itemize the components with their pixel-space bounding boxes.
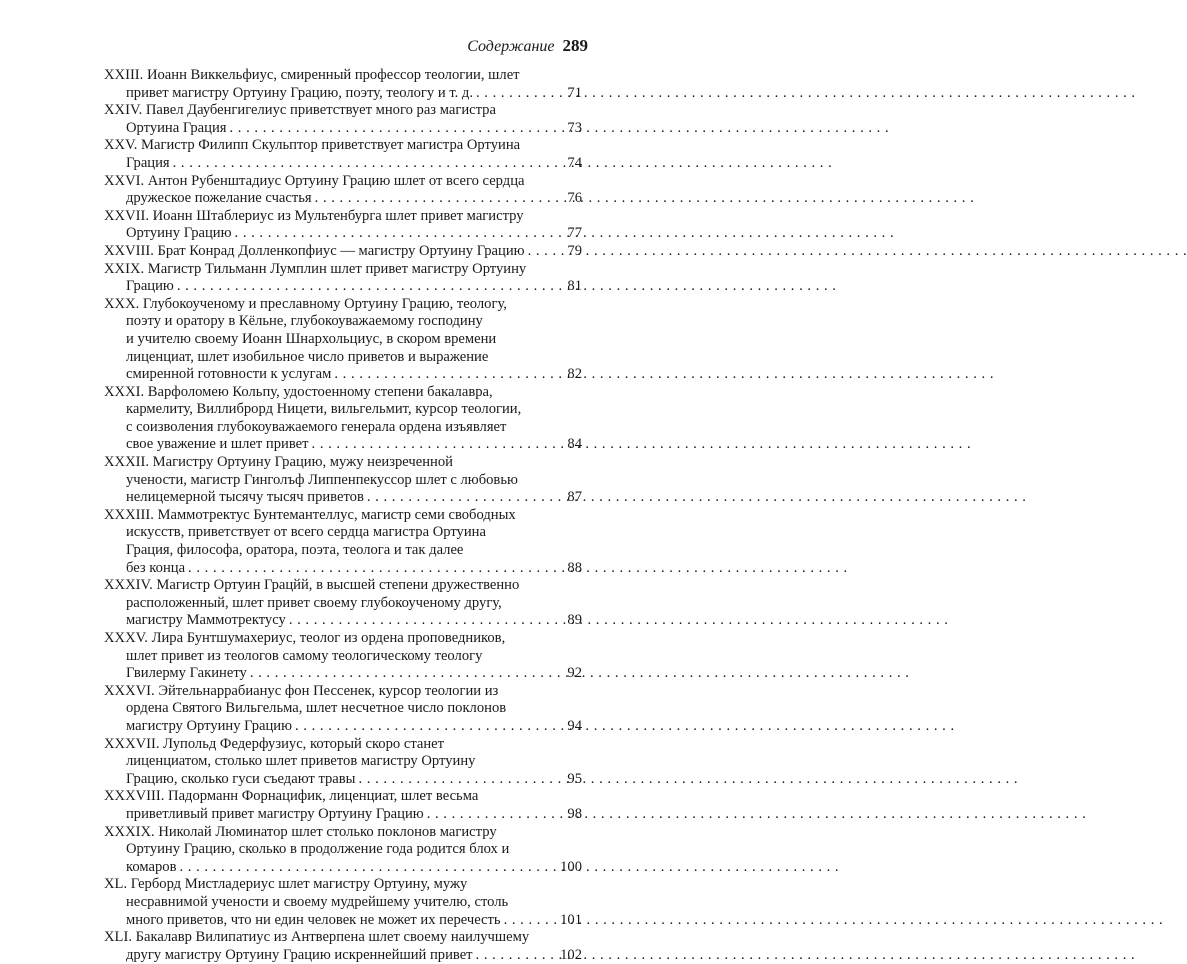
toc-entry-text-line: расположенный, шлет привет своему глубокоученому другу,: [126, 594, 502, 611]
toc-entry-text-line: Ортуину Грацию: [126, 225, 232, 242]
toc-page-number: 79: [567, 242, 582, 259]
dot-leader: [528, 243, 565, 261]
dot-leader: [230, 120, 565, 138]
toc-entry-text-line: магистру Ортуину Грацию: [126, 717, 292, 734]
toc-entry: [104, 876, 582, 929]
dot-leader: [173, 155, 565, 173]
toc-entry-text-line: и учителю своему Иоанн Шнархольциус, в скором времени: [126, 330, 497, 347]
toc-entry-text-line: XXXIX. Николай Люминатор шлет столько поклонов магистру: [104, 823, 497, 840]
dot-leader: [476, 947, 558, 964]
toc-entry-text-line: дружеское пожелание счастья: [126, 190, 312, 207]
toc-entry: [104, 102, 582, 137]
toc-entry-text-line: привет магистру Ортуину Грацию, поэту, теологу и т. д.: [126, 84, 473, 101]
toc-entry-text-line: много приветов, что ни един человек не может их перечесть: [126, 911, 501, 928]
toc-entry-text-line: XXXII. Магистру Ортуину Грацию, мужу неизреченной: [104, 454, 453, 471]
toc-entry-text-line: XXXIII. Маммотректус Бунтемантеллус, магистр семи свободных: [104, 506, 516, 523]
toc-entry-text-line: несравнимой учености и своему мудрейшему учителю, столь: [126, 893, 509, 910]
toc-entry-last-line: [104, 947, 582, 964]
toc-entry-text-line: смиренной готовности к услугам: [126, 366, 332, 383]
toc-page-number: 82: [567, 366, 582, 383]
toc-page-number: 73: [567, 119, 582, 136]
toc-entry-last-line: [104, 806, 582, 824]
toc-entry-text-line: Грацию: [126, 278, 174, 295]
toc-entry-last-line: [104, 718, 582, 736]
toc-entry-text-line: XXIV. Павел Даубенгигелиус приветствует много раз магистра: [104, 102, 496, 119]
toc-entry-text-line: лиценциат, шлет изобильное число приветов и выражение: [126, 348, 489, 365]
toc-entry-text-line: XXXVIII. Падорманн Форнацифик, лиценциат, шлет весьма: [104, 788, 479, 805]
toc-page-number: 87: [567, 489, 582, 506]
dot-leader: [188, 560, 564, 578]
toc-entry: [104, 67, 582, 102]
toc-entry-text-line: без конца: [126, 559, 186, 576]
toc-entry-text-line: Гвилерму Гакинету: [126, 665, 247, 682]
toc-entry-text-line: кармелиту, Виллиброрд Ницети, вильгельмит, курсор теологии,: [126, 401, 522, 418]
toc-entry-text-line: Ортуина Грация: [126, 119, 227, 136]
toc-entry: [104, 243, 582, 261]
toc-entry-text-line: Ортуину Грацию, сколько в продолжение года родится блох и: [126, 841, 510, 858]
toc-entry-text-line: приветливый привет магистру Ортуину Грацию: [126, 805, 424, 822]
dot-leader: [504, 912, 558, 930]
toc-page-number: 95: [567, 770, 582, 787]
toc-entry-text-line: XXXV. Лира Бунтшумахериус, теолог из ордена проповедников,: [104, 630, 506, 646]
toc-entry-last-line: [104, 436, 582, 454]
toc-entry-last-line: [104, 120, 582, 138]
toc-entry: [104, 208, 582, 243]
toc-entry: [104, 929, 582, 964]
toc-entry-last-line: [104, 366, 582, 384]
toc-entry-text-line: XXVIII. Брат Конрад Долленкопфиус — магистру Ортуину Грацию: [104, 242, 525, 259]
toc-entry-text-line: XXIII. Иоанн Виккельфиус, смиренный профессор теологии, шлет: [104, 67, 520, 83]
dot-leader: [235, 225, 565, 243]
toc-entry-text-line: Грация: [126, 154, 170, 171]
toc-entry-last-line: [104, 665, 582, 683]
toc-entry-last-line: [104, 912, 582, 930]
toc-entry-text-line: XLI. Бакалавр Вилипатиус из Антверпена шлет своему наилучшему: [104, 929, 530, 946]
toc-entry-last-line: [104, 859, 582, 877]
toc-entry-text-line: с соизволения глубокоуважаемого генерала ордена изъявляет: [126, 418, 507, 435]
toc-entry-last-line: [104, 489, 582, 507]
dot-leader: [334, 366, 564, 384]
toc-entry-text-line: Грацию, сколько гуси съедают травы: [126, 770, 356, 787]
toc-entry-text-line: XXXVII. Лупольд Федерфузиус, который скоро станет: [104, 735, 445, 752]
dot-leader: [312, 436, 565, 454]
dot-leader: [289, 612, 565, 630]
toc-entry-last-line: [104, 612, 582, 630]
toc-entry: [104, 736, 582, 789]
toc-entry-text-line: XL. Герборд Мистладериус шлет магистру Ортуину, мужу: [104, 876, 468, 893]
running-header: [467, 36, 588, 57]
toc-entry-text-line: XXIX. Магистр Тильманн Лумплин шлет привет магистру Ортуину: [104, 260, 527, 277]
toc-entry-last-line: [104, 155, 582, 173]
toc-page-number: 81: [567, 278, 582, 295]
toc-entry: [104, 454, 582, 507]
toc-entry: [104, 788, 582, 823]
toc-entry: [104, 507, 582, 577]
toc-page-number: 74: [567, 154, 582, 171]
toc-entry-text-line: XXVII. Иоанн Штаблериус из Мультенбурга шлет привет магистру: [104, 207, 524, 224]
toc-entry-text-line: XXV. Магистр Филипп Скульптор приветствует магистра Ортуина: [104, 137, 521, 154]
toc-page-number: 101: [560, 911, 582, 928]
toc-page-number: 77: [567, 225, 582, 242]
section-title: Содержание: [467, 38, 555, 55]
toc-entry: [104, 683, 582, 736]
toc-entry-last-line: [104, 560, 582, 578]
dot-leader: [367, 489, 565, 507]
dot-leader: [315, 190, 565, 208]
toc-entry-text-line: Грация, философа, оратора, поэта, теолога и так далее: [126, 542, 464, 559]
toc-entry-text-line: шлет привет из теологов самому теологическому теологу: [126, 647, 483, 664]
toc-page-number: 102: [560, 946, 582, 963]
toc-entry-text-line: свое уважение и шлет привет: [126, 436, 309, 453]
toc-entry-last-line: [104, 225, 582, 243]
toc-page-number: 94: [567, 717, 582, 734]
toc-page-number: 92: [567, 665, 582, 682]
toc-page-number: 89: [567, 612, 582, 629]
dot-leader: [476, 85, 564, 103]
toc-entry-last-line: [104, 190, 582, 208]
table-of-contents: [104, 67, 582, 964]
toc-entry-text-line: XXX. Глубокоученому и преславному Ортуину Грацию, теологу,: [104, 295, 507, 312]
toc-entry: [104, 296, 582, 384]
dot-leader: [177, 278, 565, 296]
dot-leader: [250, 665, 565, 683]
toc-entry-text-line: учености, магистр Гинголъф Липпенпекуссор шлет с любовью: [126, 471, 518, 488]
toc-entry-text-line: магистру Маммотректусу: [126, 612, 286, 629]
toc-entry-text-line: ордена Святого Вильгельма, шлет несчетное число поклонов: [126, 700, 507, 717]
toc-entry-last-line: [104, 771, 582, 789]
dot-leader: [358, 771, 564, 789]
toc-entry-last-line: [104, 85, 582, 103]
toc-page-number: 71: [567, 84, 582, 101]
toc-entry-text-line: XXXI. Варфоломею Кольпу, удостоенному степени бакалавра,: [104, 383, 493, 400]
toc-entry-text-line: нелицемерной тысячу тысяч приветов: [126, 489, 364, 506]
toc-entry-text-line: XXVI. Антон Рубенштадиус Ортуину Грацию шлет от всего сердца: [104, 172, 525, 189]
toc-entry: [104, 630, 582, 683]
toc-entry-last-line: [104, 278, 582, 296]
toc-entry: [104, 137, 582, 172]
toc-page-number: 76: [567, 190, 582, 207]
toc-entry: [104, 384, 582, 454]
toc-entry: [104, 261, 582, 296]
toc-entry-text-line: комаров: [126, 858, 177, 875]
toc-entry-text-line: искусств, приветствует от всего сердца магистра Ортуина: [126, 524, 486, 541]
toc-page-number: 98: [567, 805, 582, 822]
toc-entry-text-line: лиценциатом, столько шлет приветов магистру Ортуину: [126, 753, 476, 770]
toc-entry-last-line: [104, 243, 582, 261]
toc-entry-text-line: XXXIV. Магистр Ортуин Грацйй, в высшей степени дружественно: [104, 577, 520, 594]
dot-leader: [295, 718, 564, 736]
toc-entry-text-line: другу магистру Ортуину Грацию искреннейший привет: [126, 946, 473, 963]
toc-page-number: 100: [560, 858, 582, 875]
page-number: 289: [562, 36, 588, 55]
toc-page-number: 88: [567, 559, 582, 576]
toc-entry-text-line: поэту и оратору в Кёльне, глубокоуважаемому господину: [126, 313, 483, 330]
toc-entry: [104, 577, 582, 630]
toc-entry: [104, 824, 582, 877]
toc-entry: [104, 173, 582, 208]
dot-leader: [427, 806, 565, 824]
toc-page-number: 84: [567, 436, 582, 453]
toc-entry-text-line: XXXVI. Эйтельнаррабианус фон Пессенек, курсор теологии из: [104, 682, 499, 699]
dot-leader: [179, 859, 557, 877]
